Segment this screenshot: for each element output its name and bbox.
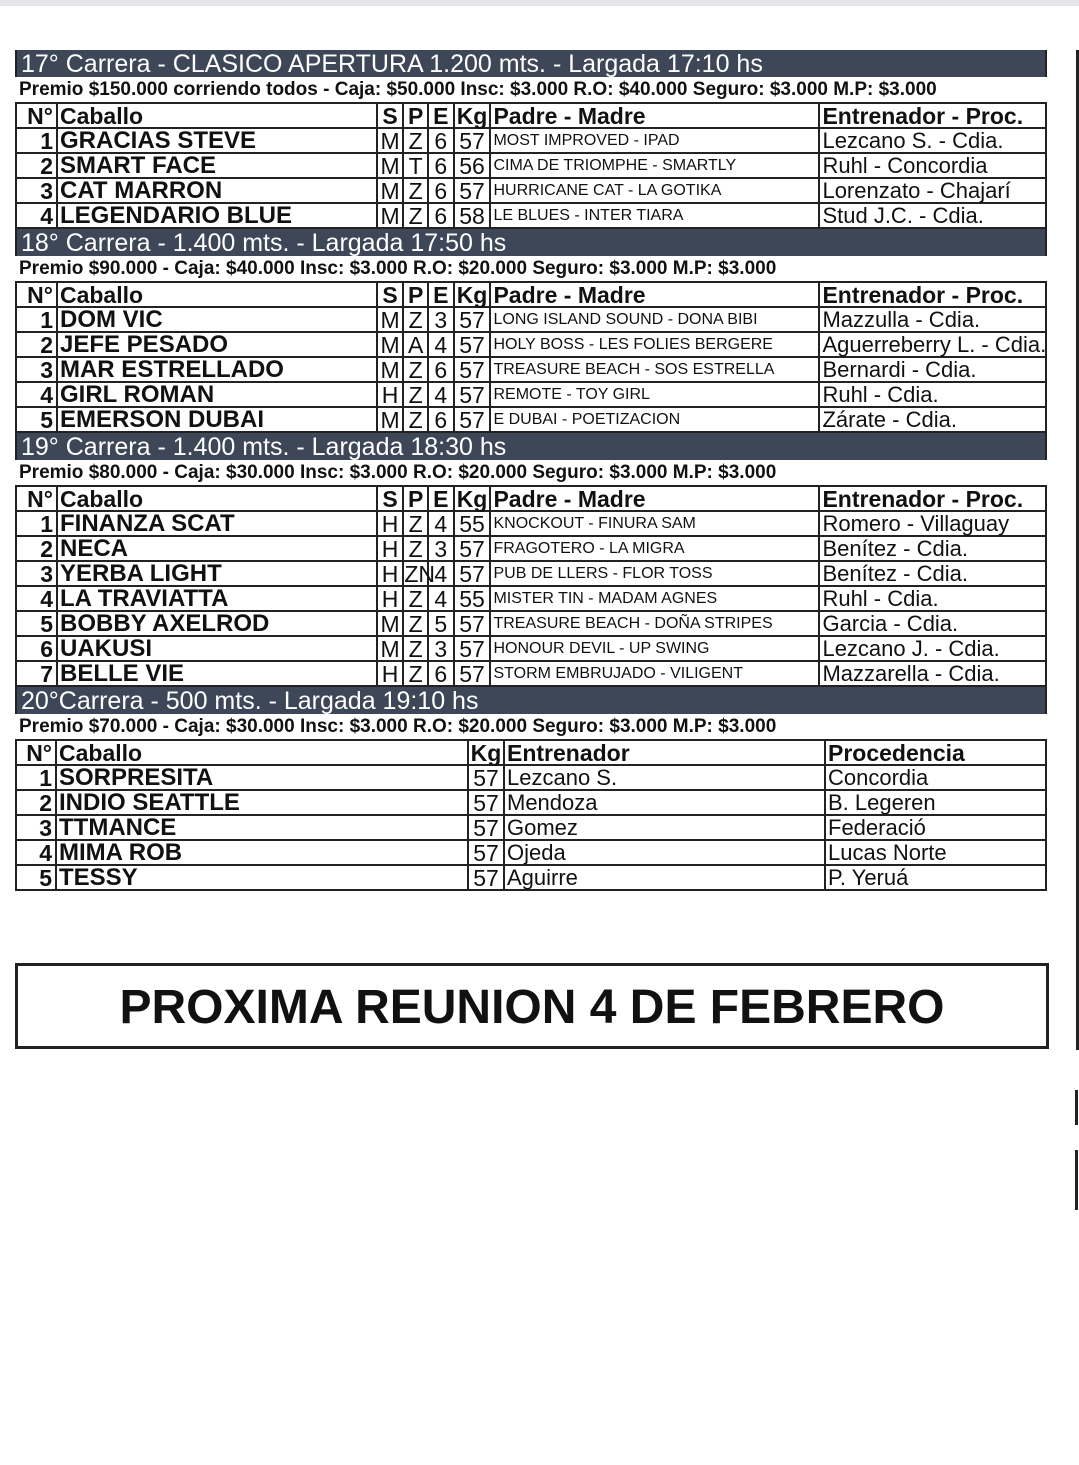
race-prize: Premio $80.000 - Caja: $30.000 Insc: $3.000 R.O: $20.000 Seguro: $3.000 M.P: $3.000 <box>19 462 777 483</box>
table-row <box>16 536 1046 561</box>
header-sex: S <box>377 486 404 511</box>
trainer: Benítez - Cdia. <box>819 561 1046 586</box>
table-row <box>16 332 1046 357</box>
trainer: Stud J.C. - Cdia. <box>819 203 1046 228</box>
horse-name: UAKUSI <box>57 636 377 661</box>
header-number: N° <box>16 103 57 128</box>
table-row <box>16 586 1046 611</box>
weight: 57 <box>454 178 491 203</box>
entry-number: 2 <box>16 153 57 178</box>
coat: Z <box>403 178 428 203</box>
coat: Z <box>403 511 428 536</box>
weight: 57 <box>454 636 491 661</box>
header-trainer: Entrenador - Proc. <box>819 103 1046 128</box>
weight: 57 <box>454 407 491 432</box>
next-meeting-banner: PROXIMA REUNION 4 DE FEBRERO <box>15 963 1049 1049</box>
entry-number: 5 <box>16 865 56 890</box>
header-coat: P <box>403 103 428 128</box>
horse-name: INDIO SEATTLE <box>56 790 468 815</box>
parents: MOST IMPROVED - IPAD <box>490 128 819 153</box>
weight: 57 <box>454 382 491 407</box>
parents: REMOTE - TOY GIRL <box>490 382 819 407</box>
sex: M <box>377 153 404 178</box>
horse-name: FINANZA SCAT <box>57 511 377 536</box>
parents: CIMA DE TRIOMPHE - SMARTLY <box>490 153 819 178</box>
entry-number: 2 <box>16 332 57 357</box>
age: 6 <box>428 407 454 432</box>
trainer: Garcia - Cdia. <box>819 611 1046 636</box>
trainer: Mazzulla - Cdia. <box>819 307 1046 332</box>
sex: H <box>377 561 404 586</box>
header-number: N° <box>16 486 57 511</box>
age: 6 <box>428 153 454 178</box>
entries-table <box>15 281 1047 433</box>
parents: PUB DE LLERS - FLOR TOSS <box>490 561 819 586</box>
weight: 57 <box>454 332 491 357</box>
header-trainer: Entrenador - Proc. <box>819 282 1046 307</box>
race-program <box>15 50 1047 891</box>
parents: MISTER TIN - MADAM AGNES <box>490 586 819 611</box>
trainer: Ruhl - Concordia <box>819 153 1046 178</box>
entry-number: 4 <box>16 203 57 228</box>
entry-number: 3 <box>16 178 57 203</box>
parents: LE BLUES - INTER TIARA <box>490 203 819 228</box>
horse-name: GRACIAS STEVE <box>57 128 377 153</box>
age: 3 <box>428 307 454 332</box>
weight: 57 <box>454 661 491 686</box>
horse-name: TTMANCE <box>56 815 468 840</box>
age: 4 <box>428 382 454 407</box>
trainer: Lezcano S. - Cdia. <box>819 128 1046 153</box>
entry-number: 4 <box>16 840 56 865</box>
entry-number: 3 <box>16 815 56 840</box>
header-trainer: Entrenador <box>504 740 825 765</box>
entry-number: 1 <box>16 307 57 332</box>
header-number: N° <box>16 282 57 307</box>
horse-name: DOM VIC <box>57 307 377 332</box>
entry-number: 2 <box>16 790 56 815</box>
header-sex: S <box>377 282 404 307</box>
header-origin: Procedencia <box>825 740 1046 765</box>
weight: 55 <box>454 586 491 611</box>
entries-table <box>15 739 1047 891</box>
header-parents: Padre - Madre <box>490 282 819 307</box>
race-title: 20°Carrera - 500 mts. - Largada 19:10 hs <box>15 687 1047 714</box>
age: 6 <box>428 661 454 686</box>
origin: P. Yeruá <box>825 865 1046 890</box>
age: 4 <box>428 586 454 611</box>
entry-number: 7 <box>16 661 57 686</box>
race-section <box>15 687 1047 891</box>
age: 6 <box>428 357 454 382</box>
header-parents: Padre - Madre <box>490 486 819 511</box>
weight: 57 <box>454 357 491 382</box>
trainer: Mendoza <box>504 790 825 815</box>
weight: 56 <box>454 153 491 178</box>
origin: Lucas Norte <box>825 840 1046 865</box>
sex: H <box>377 536 404 561</box>
table-row <box>16 765 1046 790</box>
header-horse: Caballo <box>57 103 377 128</box>
race-section <box>15 229 1047 433</box>
trainer: Aguirre <box>504 865 825 890</box>
weight: 57 <box>454 611 491 636</box>
age: 6 <box>428 203 454 228</box>
weight: 57 <box>454 128 491 153</box>
weight: 57 <box>468 865 504 890</box>
horse-name: NECA <box>57 536 377 561</box>
table-row <box>16 865 1046 890</box>
coat: Z <box>403 636 428 661</box>
weight: 57 <box>468 815 504 840</box>
coat: Z <box>403 536 428 561</box>
race-title: 17° Carrera - CLASICO APERTURA 1.200 mts. - Largada 17:10 hs <box>15 50 1047 77</box>
sex: M <box>377 332 404 357</box>
header-coat: P <box>403 486 428 511</box>
sex: M <box>377 178 404 203</box>
entry-number: 3 <box>16 561 57 586</box>
sex: H <box>377 586 404 611</box>
coat: A <box>403 332 428 357</box>
horse-name: EMERSON DUBAI <box>57 407 377 432</box>
table-header-row <box>16 282 1046 307</box>
scrollbar-thumb[interactable] <box>1075 1150 1078 1210</box>
entry-number: 5 <box>16 611 57 636</box>
scrollbar-thumb[interactable] <box>1075 1090 1078 1125</box>
horse-name: LEGENDARIO BLUE <box>57 203 377 228</box>
coat: Z <box>403 407 428 432</box>
parents: STORM EMBRUJADO - VILIGENT <box>490 661 819 686</box>
horse-name: BOBBY AXELROD <box>57 611 377 636</box>
table-row <box>16 561 1046 586</box>
coat: Z <box>403 357 428 382</box>
parents: E DUBAI - POETIZACION <box>490 407 819 432</box>
parents: TREASURE BEACH - SOS ESTRELLA <box>490 357 819 382</box>
horse-name: BELLE VIE <box>57 661 377 686</box>
sex: M <box>377 357 404 382</box>
origin: Federació <box>825 815 1046 840</box>
trainer: Aguerreberry L. - Cdia. <box>819 332 1046 357</box>
coat: Z <box>403 586 428 611</box>
horse-name: CAT MARRON <box>57 178 377 203</box>
header-number: N° <box>16 740 56 765</box>
parents: TREASURE BEACH - DOÑA STRIPES <box>490 611 819 636</box>
horse-name: YERBA LIGHT <box>57 561 377 586</box>
table-row <box>16 178 1046 203</box>
table-header-row <box>16 103 1046 128</box>
sex: H <box>377 511 404 536</box>
origin: B. Legeren <box>825 790 1046 815</box>
weight: 58 <box>454 203 491 228</box>
table-row <box>16 815 1046 840</box>
header-trainer: Entrenador - Proc. <box>819 486 1046 511</box>
sex: M <box>377 128 404 153</box>
horse-name: SORPRESITA <box>56 765 468 790</box>
table-row <box>16 661 1046 686</box>
sex: H <box>377 382 404 407</box>
table-row <box>16 357 1046 382</box>
header-weight: Kg <box>454 486 491 511</box>
age: 4 <box>428 511 454 536</box>
coat: Z <box>403 661 428 686</box>
parents: HONOUR DEVIL - UP SWING <box>490 636 819 661</box>
parents: LONG ISLAND SOUND - DONA BIBI <box>490 307 819 332</box>
age: 3 <box>428 536 454 561</box>
age: 6 <box>428 128 454 153</box>
horse-name: SMART FACE <box>57 153 377 178</box>
header-age: E <box>428 486 454 511</box>
table-row <box>16 407 1046 432</box>
trainer: Benítez - Cdia. <box>819 536 1046 561</box>
table-row <box>16 382 1046 407</box>
age: 4 <box>428 332 454 357</box>
table-header-row <box>16 740 1046 765</box>
sex: M <box>377 203 404 228</box>
entry-number: 3 <box>16 357 57 382</box>
age: 5 <box>428 611 454 636</box>
table-row <box>16 636 1046 661</box>
parents: HURRICANE CAT - LA GOTIKA <box>490 178 819 203</box>
horse-name: TESSY <box>56 865 468 890</box>
entry-number: 4 <box>16 586 57 611</box>
trainer: Lezcano S. <box>504 765 825 790</box>
coat: Z <box>403 128 428 153</box>
origin: Concordia <box>825 765 1046 790</box>
entry-number: 4 <box>16 382 57 407</box>
table-row <box>16 307 1046 332</box>
table-header-row <box>16 486 1046 511</box>
trainer: Romero - Villaguay <box>819 511 1046 536</box>
header-horse: Caballo <box>56 740 468 765</box>
horse-name: MAR ESTRELLADO <box>57 357 377 382</box>
sex: M <box>377 407 404 432</box>
entry-number: 1 <box>16 128 57 153</box>
race-title: 19° Carrera - 1.400 mts. - Largada 18:30 hs <box>15 433 1047 460</box>
race-section <box>15 50 1047 229</box>
coat: Z <box>403 382 428 407</box>
coat: ZN <box>404 560 436 587</box>
table-row <box>16 611 1046 636</box>
header-weight: Kg <box>454 282 491 307</box>
header-horse: Caballo <box>57 282 377 307</box>
entry-number: 6 <box>16 636 57 661</box>
age: 3 <box>428 636 454 661</box>
parents: FRAGOTERO - LA MIGRA <box>490 536 819 561</box>
sex: M <box>377 307 404 332</box>
race-section <box>15 433 1047 687</box>
weight: 57 <box>468 790 504 815</box>
trainer: Mazzarella - Cdia. <box>819 661 1046 686</box>
race-title: 18° Carrera - 1.400 mts. - Largada 17:50 hs <box>15 229 1047 256</box>
header-sex: S <box>377 103 404 128</box>
sex: H <box>377 661 404 686</box>
weight: 57 <box>454 561 491 586</box>
entry-number: 2 <box>16 536 57 561</box>
trainer: Zárate - Cdia. <box>819 407 1046 432</box>
weight: 55 <box>454 511 491 536</box>
trainer: Ojeda <box>504 840 825 865</box>
race-prize: Premio $150.000 corriendo todos - Caja: $50.000 Insc: $3.000 R.O: $40.000 Seguro: $3.000 M.P: $3.000 <box>19 79 937 100</box>
entries-table <box>15 485 1047 687</box>
race-prize: Premio $90.000 - Caja: $40.000 Insc: $3.000 R.O: $20.000 Seguro: $3.000 M.P: $3.000 <box>19 258 777 279</box>
horse-name: LA TRAVIATTA <box>57 586 377 611</box>
weight: 57 <box>468 840 504 865</box>
trainer: Ruhl - Cdia. <box>819 586 1046 611</box>
horse-name: GIRL ROMAN <box>57 382 377 407</box>
trainer: Gomez <box>504 815 825 840</box>
coat: Z <box>403 307 428 332</box>
entry-number: 1 <box>16 765 56 790</box>
table-row <box>16 128 1046 153</box>
header-horse: Caballo <box>57 486 377 511</box>
coat: Z <box>403 203 428 228</box>
top-bar <box>0 0 1079 6</box>
sex: M <box>377 636 404 661</box>
header-age: E <box>428 103 454 128</box>
age: 4 <box>428 561 454 586</box>
table-row <box>16 790 1046 815</box>
weight: 57 <box>454 307 491 332</box>
coat: Z <box>403 611 428 636</box>
entries-table <box>15 102 1047 229</box>
table-row <box>16 840 1046 865</box>
age: 6 <box>428 178 454 203</box>
sex: M <box>377 611 404 636</box>
header-parents: Padre - Madre <box>490 103 819 128</box>
horse-name: JEFE PESADO <box>57 332 377 357</box>
weight: 57 <box>454 536 491 561</box>
parents: KNOCKOUT - FINURA SAM <box>490 511 819 536</box>
trainer: Bernardi - Cdia. <box>819 357 1046 382</box>
header-age: E <box>428 282 454 307</box>
trainer: Ruhl - Cdia. <box>819 382 1046 407</box>
entry-number: 1 <box>16 511 57 536</box>
trainer: Lorenzato - Chajarí <box>819 178 1046 203</box>
header-weight: Kg <box>454 103 491 128</box>
table-row <box>16 153 1046 178</box>
horse-name: MIMA ROB <box>56 840 468 865</box>
header-coat: P <box>403 282 428 307</box>
trainer: Lezcano J. - Cdia. <box>819 636 1046 661</box>
coat: T <box>403 153 428 178</box>
table-row <box>16 511 1046 536</box>
table-row <box>16 203 1046 228</box>
weight: 57 <box>468 765 504 790</box>
entry-number: 5 <box>16 407 57 432</box>
header-weight: Kg <box>468 740 504 765</box>
race-prize: Premio $70.000 - Caja: $30.000 Insc: $3.000 R.O: $20.000 Seguro: $3.000 M.P: $3.000 <box>19 716 777 737</box>
parents: HOLY BOSS - LES FOLIES BERGERE <box>490 332 819 357</box>
